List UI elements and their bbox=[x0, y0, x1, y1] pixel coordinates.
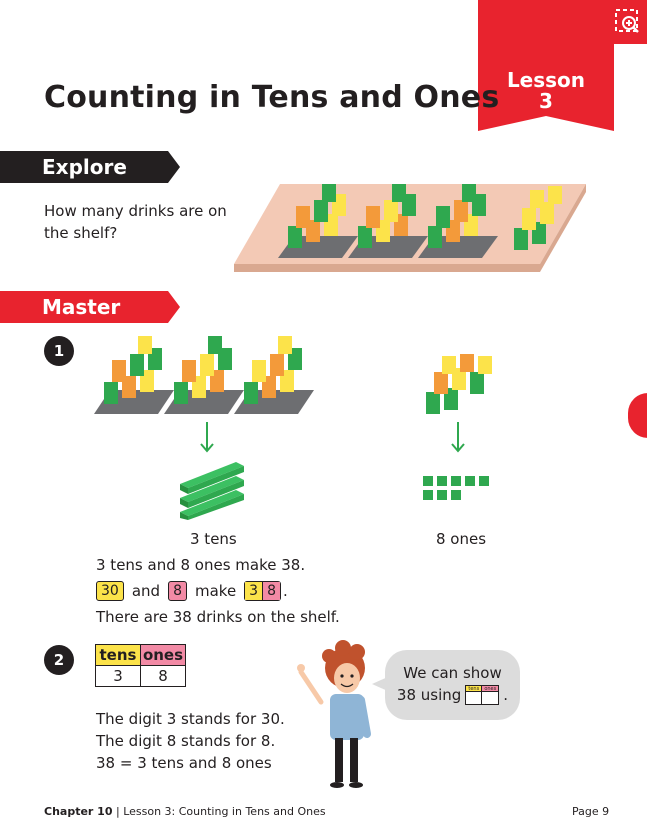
mini-ones-cell bbox=[482, 692, 498, 704]
item-number-2: 2 bbox=[44, 645, 74, 675]
thirty-drinks-illustration bbox=[92, 330, 332, 420]
side-tab[interactable] bbox=[628, 393, 647, 438]
mini-tens-header: tens bbox=[466, 686, 482, 692]
item1-equation bbox=[96, 580, 288, 602]
result-box bbox=[244, 581, 281, 601]
explore-question bbox=[44, 200, 227, 244]
make-word: make bbox=[194, 582, 237, 600]
eight-drinks-illustration bbox=[420, 352, 500, 418]
bubble-line1: We can show bbox=[403, 664, 502, 682]
table-value-ones: 8 bbox=[141, 666, 186, 687]
footer-chapter bbox=[44, 805, 326, 818]
master-heading: Master bbox=[42, 295, 121, 319]
mini-tens-cell bbox=[466, 692, 482, 704]
shelf-illustration bbox=[234, 176, 588, 276]
page-title: Counting in Tens and Ones bbox=[44, 80, 500, 115]
pack-b bbox=[164, 336, 244, 414]
unit-cubes-illustration bbox=[421, 474, 501, 502]
boy-character bbox=[295, 638, 385, 790]
ones-caption: 8 ones bbox=[436, 530, 487, 548]
item2-line1: The digit 3 stands for 30. bbox=[96, 710, 285, 728]
equation-period: . bbox=[283, 582, 288, 600]
mini-place-value-table bbox=[465, 685, 499, 705]
pack-a bbox=[94, 336, 174, 414]
tens-value-box: 30 bbox=[96, 581, 124, 601]
arrow-down-icon bbox=[199, 422, 215, 454]
table-value-tens: 3 bbox=[96, 666, 141, 687]
arrow-down-icon bbox=[450, 422, 466, 454]
place-value-table bbox=[95, 644, 186, 687]
bubble-line2-text: 38 using bbox=[396, 686, 462, 704]
speech-bubble-text bbox=[385, 662, 520, 706]
page-number: Page 9 bbox=[572, 805, 610, 818]
result-tens-digit: 3 bbox=[245, 582, 263, 600]
item2-explanation bbox=[96, 708, 285, 774]
footer-chapter-label: Chapter 10 bbox=[44, 805, 113, 818]
item-number-1: 1 bbox=[44, 336, 74, 366]
lesson-number: 3 bbox=[539, 89, 553, 113]
table-header-ones: ones bbox=[141, 645, 186, 666]
item2-line3: 38 = 3 tens and 8 ones bbox=[96, 754, 272, 772]
explore-question-line1: How many drinks are on bbox=[44, 202, 227, 220]
and-word: and bbox=[131, 582, 161, 600]
footer-separator: | bbox=[112, 805, 124, 818]
explore-question-line2: the shelf? bbox=[44, 224, 118, 242]
table-header-tens: tens bbox=[96, 645, 141, 666]
ten-rods-illustration bbox=[178, 458, 248, 520]
item2-line2: The digit 8 stands for 8. bbox=[96, 732, 276, 750]
footer-lesson: Lesson 3: Counting in Tens and Ones bbox=[123, 805, 326, 818]
explore-heading: Explore bbox=[42, 155, 127, 179]
item1-sentence1: 3 tens and 8 ones make 38. bbox=[96, 556, 306, 574]
tens-caption: 3 tens bbox=[190, 530, 237, 548]
mini-ones-header: ones bbox=[482, 686, 498, 692]
result-ones-digit: 8 bbox=[263, 582, 280, 600]
item1-sentence2: There are 38 drinks on the shelf. bbox=[96, 608, 340, 626]
bubble-line2 bbox=[385, 684, 520, 706]
lesson-word: Lesson bbox=[506, 68, 586, 92]
ones-value-box: 8 bbox=[168, 581, 187, 601]
pack-c bbox=[234, 336, 314, 414]
bubble-period: . bbox=[503, 686, 509, 704]
